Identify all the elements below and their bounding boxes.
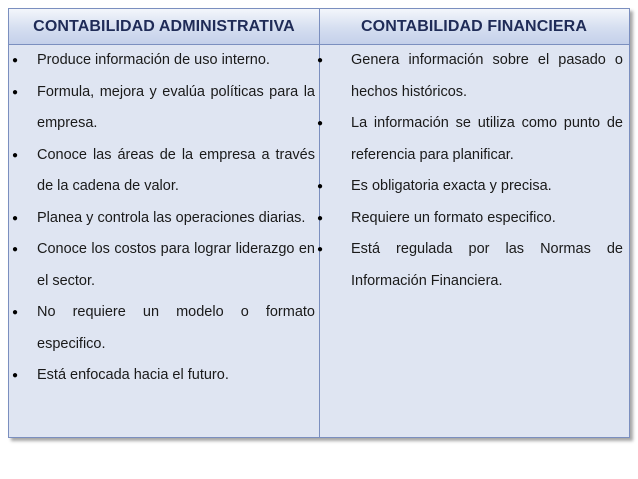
list-item	[9, 360, 319, 392]
bullet-icon: ●	[317, 118, 324, 129]
header-contabilidad-financiera: CONTABILIDAD FINANCIERA	[361, 18, 587, 35]
list-item-text: La información se utiliza como punto de referencia para planificar.	[351, 115, 623, 163]
bullet-icon: ●	[12, 370, 19, 381]
list-item-text: Está enfocada hacia el futuro.	[37, 367, 229, 383]
list-item-text: Requiere un formato especifico.	[351, 209, 556, 226]
list-item	[317, 45, 629, 108]
list-item	[317, 234, 629, 297]
bullet-icon: ●	[12, 149, 19, 161]
list-item-text: Produce información de uso interno.	[37, 52, 270, 68]
list-item	[9, 203, 319, 235]
bullet-icon: ●	[317, 244, 324, 255]
list-item	[317, 171, 629, 203]
list-item	[9, 140, 319, 203]
bullet-icon: ●	[12, 244, 19, 255]
bullet-icon: ●	[12, 86, 19, 98]
bullet-icon: ●	[317, 181, 324, 192]
list-item	[9, 297, 319, 360]
list-item-text: No requiere un modelo o formato especifico.	[37, 304, 315, 352]
list-item	[317, 108, 629, 171]
bullet-icon: ●	[12, 212, 19, 224]
bullet-icon: ●	[317, 212, 324, 224]
list-item-text: Genera información sobre el pasado o hechos históricos.	[351, 52, 623, 100]
bullet-icon: ●	[317, 55, 324, 66]
comparison-table	[8, 8, 630, 438]
list-item-text: Planea y controla las operaciones diarias.	[37, 209, 306, 226]
list-item	[9, 77, 319, 140]
list-item-text: Conoce los costos para lograr liderazgo en el sector.	[37, 241, 315, 289]
list-item-text: Conoce las áreas de la empresa a través de la cadena de valor.	[37, 146, 315, 194]
bullet-icon: ●	[12, 307, 19, 318]
list-item-text: Es obligatoria exacta y precisa.	[351, 178, 552, 194]
list-item	[317, 203, 629, 235]
header-contabilidad-administrativa: CONTABILIDAD ADMINISTRATIVA	[33, 18, 295, 35]
list-item-text: Formula, mejora y evalúa políticas para la empresa.	[37, 83, 315, 131]
bullet-icon: ●	[12, 55, 19, 66]
list-item-text: Está regulada por las Normas de Información Financiera.	[351, 241, 623, 289]
list-item	[9, 45, 319, 77]
administrativa-list	[9, 45, 319, 392]
list-item	[9, 234, 319, 297]
financiera-list	[317, 45, 629, 297]
